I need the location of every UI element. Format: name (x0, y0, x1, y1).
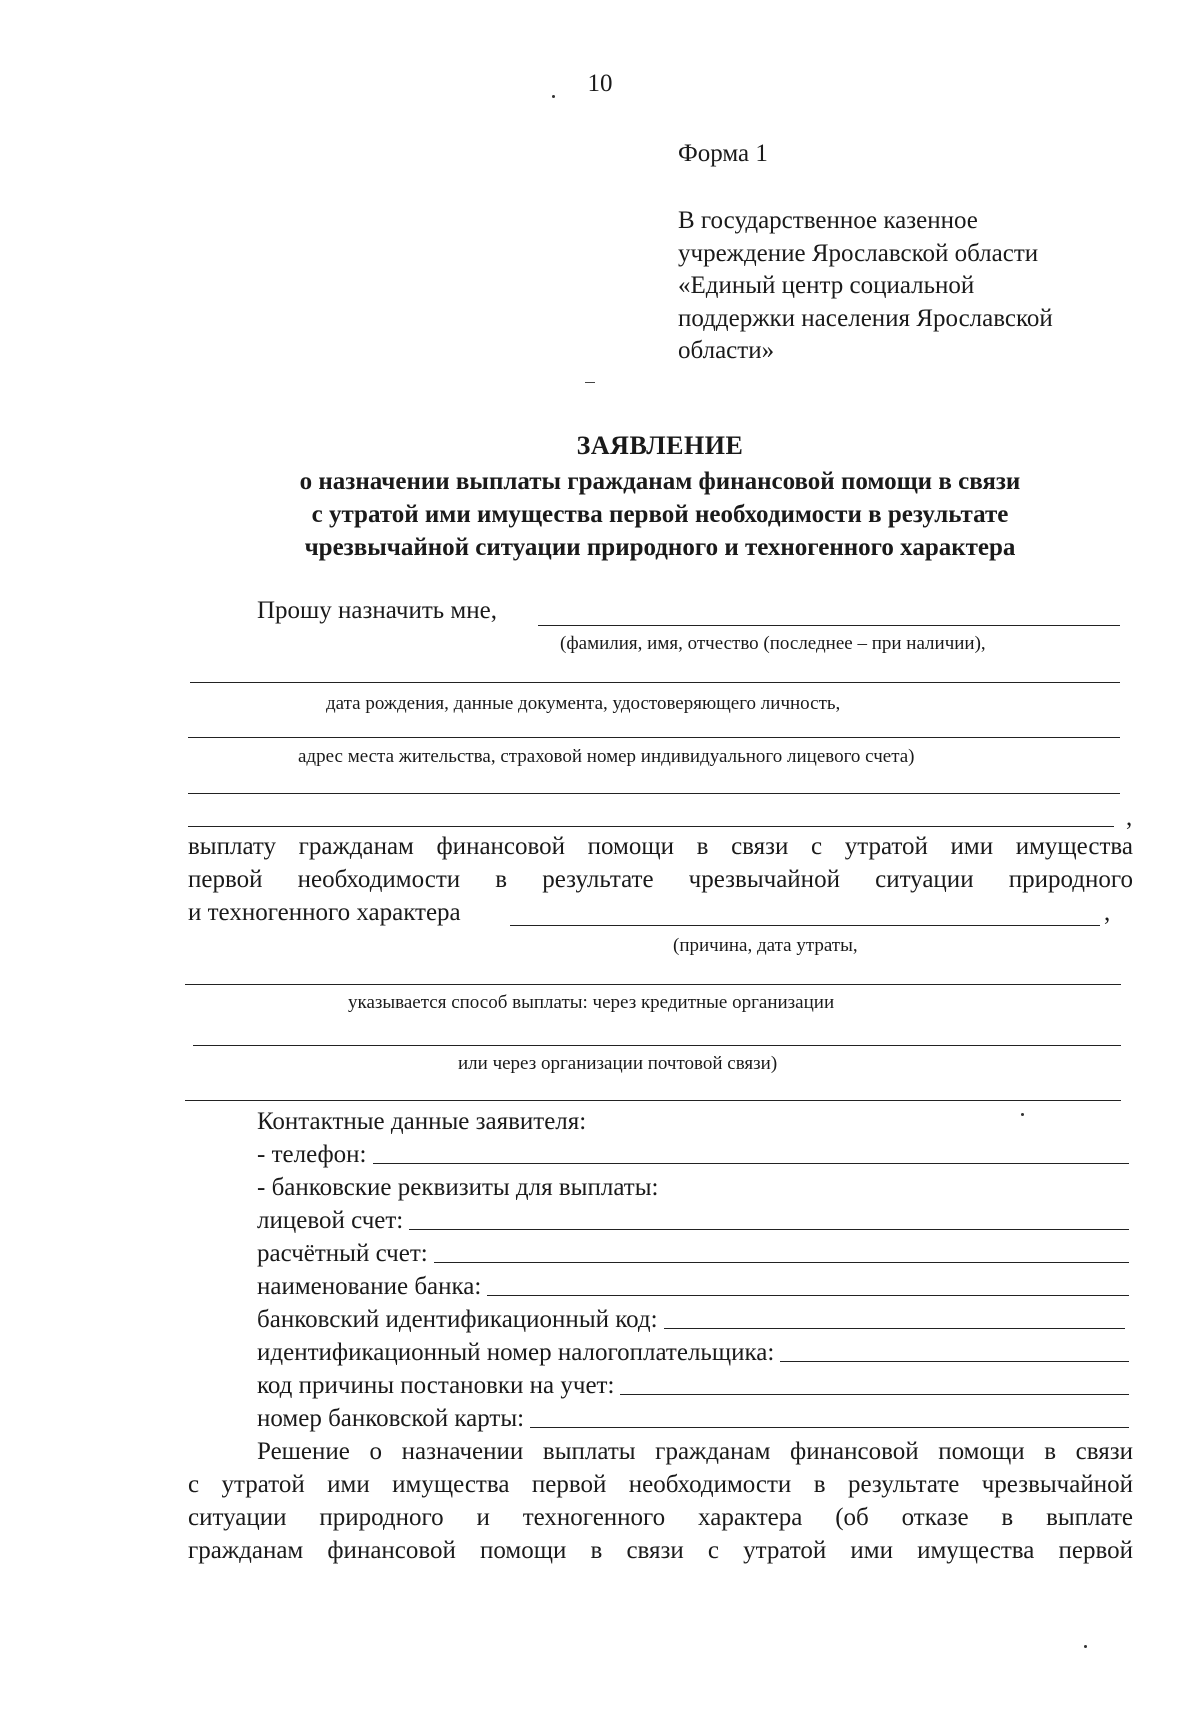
inn-row (257, 1339, 1129, 1367)
addressee-line: В государственное казенное (678, 207, 978, 234)
applicant-document-field[interactable] (188, 737, 1120, 738)
contacts-heading: Контактные данные заявителя: (257, 1108, 587, 1135)
card-number-field[interactable] (530, 1427, 1129, 1428)
payment-method-hint: указывается способ выплаты: через кредитные организации (348, 992, 835, 1013)
page-number: 10 (587, 70, 613, 97)
bik-row (257, 1306, 1125, 1334)
bank-name-label: наименование банка: (257, 1273, 482, 1300)
birth-document-hint: дата рождения, данные документа, удостоверяющего личность, (326, 693, 841, 714)
settlement-account-field[interactable] (434, 1262, 1129, 1263)
bik-label: банковский идентификационный код: (257, 1306, 658, 1333)
personal-account-row (257, 1207, 1129, 1235)
document-title: ЗАЯВЛЕНИЕ (576, 431, 744, 460)
addressee-line: учреждение Ярославской области (678, 239, 1039, 267)
request-comma: , (1126, 804, 1133, 831)
reason-hint: (причина, дата утраты, (673, 935, 858, 956)
name-hint: (фамилия, имя, отчество (последнее – при наличии), (560, 633, 986, 654)
applicant-address-field[interactable] (188, 793, 1120, 794)
post-field[interactable] (185, 1100, 1121, 1101)
address-snils-hint: адрес места жительства, страховой номер индивидуального лицевого счета) (298, 746, 915, 767)
settlement-account-row (257, 1240, 1129, 1268)
subtitle-line: чрезвычайной ситуации природного и техногенного характера (304, 534, 1016, 561)
payment-method-field[interactable] (193, 1045, 1121, 1046)
personal-account-field[interactable] (409, 1229, 1129, 1230)
personal-account-label: лицевой счет: (257, 1207, 404, 1234)
decision-line: с утратой ими имущества первой необходимости в результате чрезвычайной (188, 1471, 1133, 1498)
scan-speck (585, 382, 595, 383)
card-number-label: номер банковской карты: (257, 1405, 525, 1432)
applicant-snils-field[interactable] (188, 826, 1114, 827)
payment-line: первой необходимости в результате чрезвычайной ситуации природного (188, 866, 1133, 893)
document-subtitle (200, 465, 1120, 564)
decision-line: ситуации природного и техногенного характера (об отказе в выплате (188, 1504, 1133, 1531)
payment-line: и техногенного характера (188, 899, 461, 926)
addressee-line: поддержки населения Ярославской (678, 304, 1053, 332)
addressee-block (678, 205, 1053, 368)
kpp-label: код причины постановки на учет: (257, 1372, 615, 1399)
inn-field[interactable] (780, 1361, 1129, 1362)
scan-speck (1084, 1645, 1087, 1648)
decision-line: Решение о назначении выплаты гражданам финансовой помощи в связи (257, 1438, 1133, 1465)
subtitle-line: о назначении выплаты гражданам финансовой помощи в связи (299, 468, 1021, 495)
bank-name-field[interactable] (487, 1295, 1129, 1296)
kpp-row (257, 1372, 1129, 1400)
scan-speck (552, 95, 555, 98)
applicant-name-field[interactable] (538, 625, 1120, 626)
card-number-row (257, 1405, 1129, 1433)
bik-field[interactable] (664, 1328, 1125, 1329)
bank-name-row (257, 1273, 1129, 1301)
inn-label: идентификационный номер налогоплательщика: (257, 1339, 775, 1366)
applicant-birth-field[interactable] (190, 682, 1120, 683)
payment-comma: , (1104, 899, 1111, 926)
bank-heading: - банковские реквизиты для выплаты: (257, 1174, 659, 1201)
scan-speck (1021, 1113, 1024, 1116)
settlement-account-label: расчётный счет: (257, 1240, 428, 1267)
decision-line: гражданам финансовой помощи в связи с утратой ими имущества первой (188, 1537, 1133, 1564)
reason-date-field[interactable] (185, 984, 1121, 985)
reason-field[interactable] (510, 925, 1100, 926)
phone-field[interactable] (373, 1163, 1130, 1164)
post-hint: или через организации почтовой связи) (458, 1053, 778, 1074)
form-label: Форма 1 (678, 140, 768, 167)
payment-line: выплату гражданам финансовой помощи в связи с утратой ими имущества (188, 833, 1133, 860)
request-lead: Прошу назначить мне, (257, 597, 497, 624)
subtitle-line: с утратой ими имущества первой необходимости в результате (311, 501, 1009, 528)
kpp-field[interactable] (620, 1394, 1129, 1395)
phone-label: - телефон: (257, 1141, 367, 1168)
addressee-line: «Единый центр социальной (678, 272, 975, 299)
phone-row (257, 1141, 1129, 1169)
addressee-line: области» (678, 337, 775, 364)
